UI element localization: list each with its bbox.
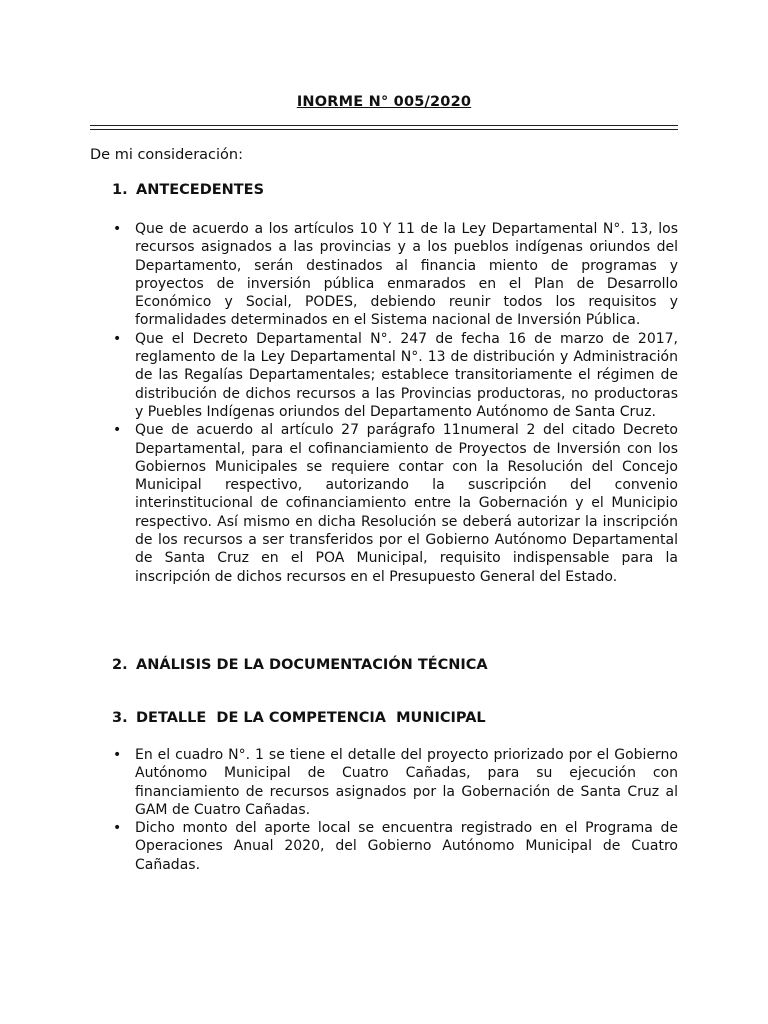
bullet-icon: • [113,422,122,439]
bullet-icon: • [113,747,122,763]
title-rule-bottom [90,129,678,130]
section-title: ANTECEDENTES [136,182,265,198]
section-number: 1. [112,182,128,198]
section-heading-competencia [112,710,486,726]
document-title: INORME N° 005/2020 [296,94,472,110]
list-item [113,746,678,819]
section-number: 2. [112,657,128,673]
antecedentes-list [113,220,678,586]
list-item-text: Que de acuerdo al artículo 27 parágrafo 11numeral 2 del citado Decreto Departamental, para el cofinanciamiento de Proyectos de Inversión con los Gobiernos Municipales se requiere contar con la Resolución del Concejo Municipal respectivo, autorizando la suscripción del convenio interinstitucional de cofinanciamiento entre la Gobernación y el Municipio respectivo. Así mismo en dicha Resolución se deberá autorizar la inscripción de los recursos a ser transferidos por el Gobierno Autónomo Departamental de Santa Cruz en el POA Municipal, requisito indispensable para la inscripción de dichos recursos en el Presupuesto General del Estado. [135,422,678,585]
greeting: De mi consideración: [90,147,243,163]
bullet-icon: • [113,330,122,347]
bullet-icon: • [113,221,122,237]
competencia-list [113,746,678,874]
title-rule-top [90,125,678,126]
list-item [113,819,678,874]
list-item [113,220,678,330]
list-item-text: En el cuadro N°. 1 se tiene el detalle del proyecto priorizado por el Gobierno Autónomo Municipal de Cuatro Cañadas, para su ejecución con financiamiento de recursos asignados por la Gobernación de Santa Cruz al GAM de Cuatro Cañadas. [135,747,678,818]
section-title: DETALLE DE LA COMPETENCIA MUNICIPAL [136,710,486,726]
section-heading-antecedentes [112,182,264,198]
list-item-text: Que de acuerdo a los artículos 10 Y 11 de la Ley Departamental N°. 13, los recursos asignados a las provincias y a los pueblos indígenas oriundos del Departamento, serán destinados al financia miento de programas y proyectos de inversión pública enmarados en el Plan de Desarrollo Económico y Social, PODES, debiendo reunir todos los requisitos y formalidades determinados en el Sistema nacional de Inversión Pública. [135,221,678,329]
list-item-text: Que el Decreto Departamental N°. 247 de fecha 16 de marzo de 2017, reglamento de la Ley Departamental N°. 13 de distribución y Administración de las Regalías Departamentales; establece transitoriamente el régimen de distribución de dichos recursos a las Provincias productoras, no productoras y Puebles Indígenas oriundos del Departamento Autónomo de Santa Cruz. [135,330,678,420]
section-heading-analisis [112,657,488,673]
list-item [113,421,678,586]
section-title: ANÁLISIS DE LA DOCUMENTACIÓN TÉCNICA [136,657,488,673]
section-number: 3. [112,710,128,726]
list-item-text: Dicho monto del aporte local se encuentra registrado en el Programa de Operaciones Anual 2020, del Gobierno Autónomo Municipal de Cuatro Cañadas. [135,820,678,873]
list-item [113,330,678,421]
bullet-icon: • [113,820,122,837]
